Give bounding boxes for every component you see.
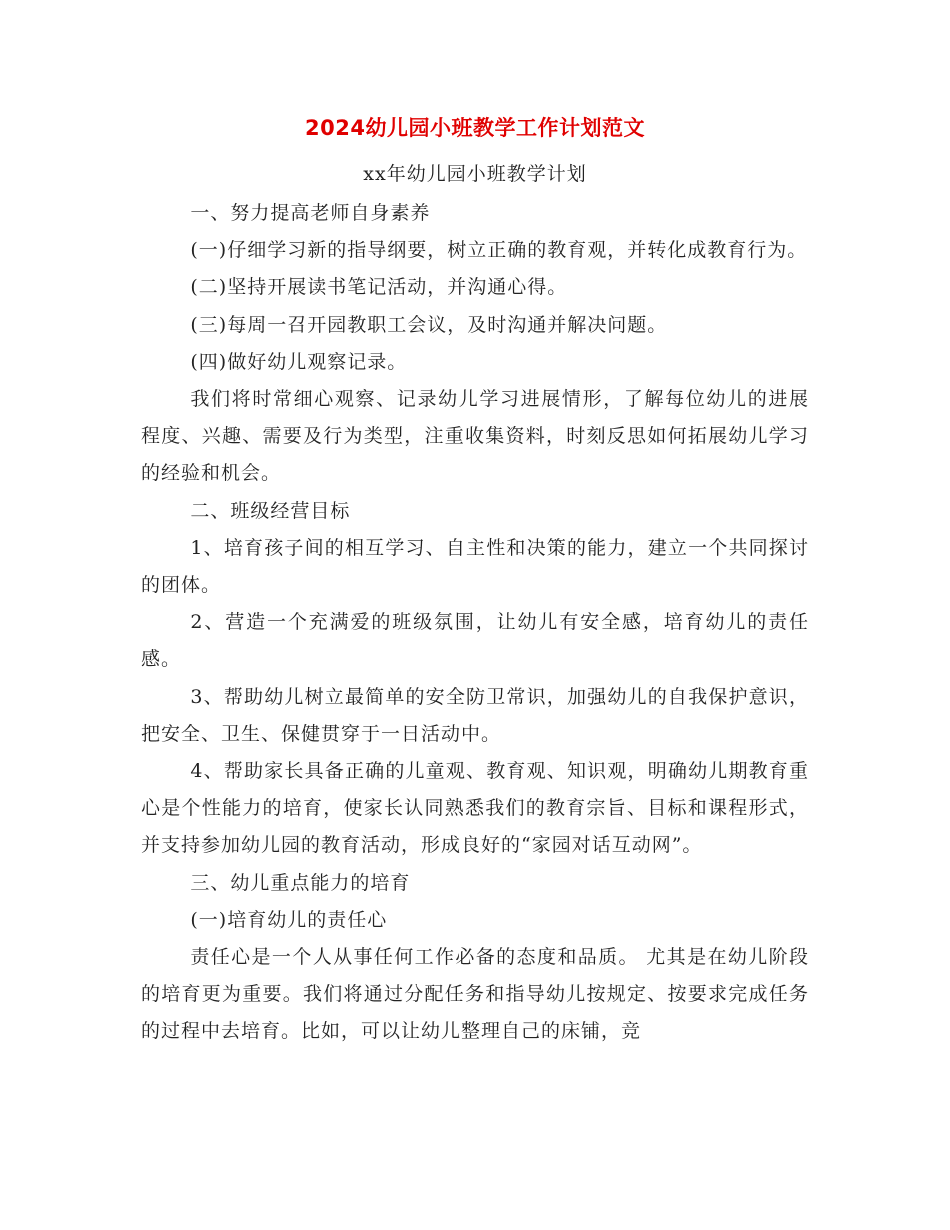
- document-title: 2024幼儿园小班教学工作计划范文: [305, 116, 645, 140]
- paragraph-responsibility: 责任心是一个人从事任何工作必备的态度和品质。 尤其是在幼儿阶段的培育更为重要。我们将通过分配任务和指导幼儿按规定、按要求完成任务的过程中去培育。比如，可以让幼儿整理自己的床铺，竞: [141, 946, 809, 1043]
- section-heading-2: 二、班级经营目标: [190, 499, 351, 522]
- paragraph-observation: 我们将时常细心观察、记录幼儿学习进展情形，了解每位幼儿的进展程度、兴趣、需要及行为类型，注重收集资料，时刻反思如何拓展幼儿学习的经验和机会。: [141, 388, 809, 485]
- paragraph-item-1: (一)仔细学习新的指导纲要，树立正确的教育观，并转化成教育行为。: [190, 239, 808, 262]
- goal-item-2: 2、营造一个充满爱的班级氛围，让幼儿有安全感，培育幼儿的责任感。: [141, 611, 809, 671]
- paragraph-item-3: (三)每周一召开园教职工会议，及时沟通并解决问题。: [190, 313, 668, 336]
- goal-item-1: 1、培育孩子间的相互学习、自主性和决策的能力，建立一个共同探讨的团体。: [141, 536, 809, 597]
- section-heading-1: 一、努力提高老师自身素养: [190, 202, 431, 224]
- subsection-heading-1: (一)培育幼儿的责任心: [190, 908, 388, 931]
- document-body: [141, 195, 809, 1051]
- section-heading-3: 三、幼儿重点能力的培育: [190, 871, 411, 894]
- paragraph-item-2: (二)坚持开展读书笔记活动，并沟通心得。: [190, 276, 568, 299]
- document-subtitle: xx年幼儿园小班教学计划: [363, 163, 587, 185]
- goal-item-4: 4、帮助家长具备正确的儿童观、教育观、知识观，明确幼儿期教育重心是个性能力的培育，使家长认同熟悉我们的教育宗旨、目标和课程形式，并支持参加幼儿园的教育活动，形成良好的“家园对话互动网”。: [141, 760, 809, 857]
- goal-item-3: 3、帮助幼儿树立最简单的安全防卫常识，加强幼儿的自我保护意识，把安全、卫生、保健贯穿于一日活动中。: [141, 685, 809, 745]
- paragraph-item-4: (四)做好幼儿观察记录。: [190, 350, 408, 373]
